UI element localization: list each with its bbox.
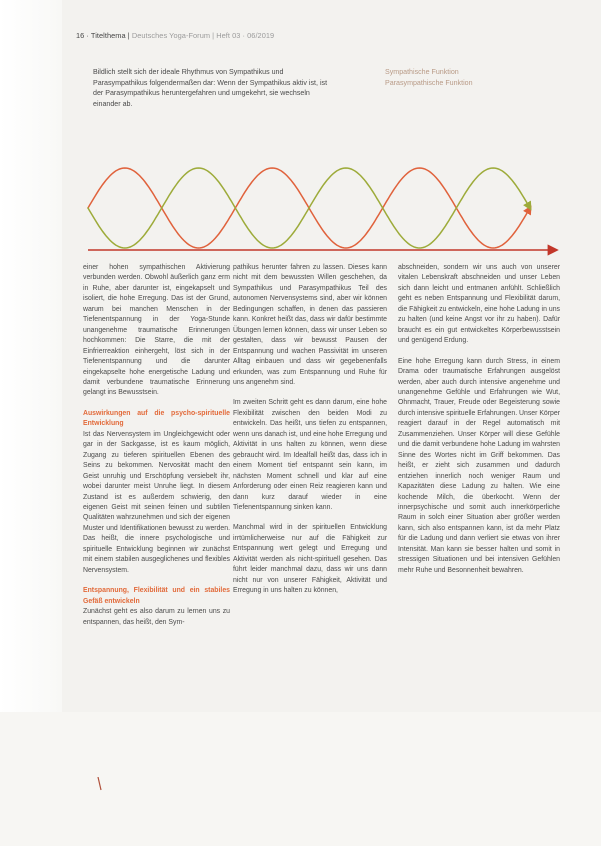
paragraph: einer hohen sympathischen Aktivierung verbunden werden. Obwohl äußerlich ganz erm in Ruhe, aber darunter ist, eingekapselt und isoliert, die hohe Erregung. Das ist der Grund, warum bei manchen Menschen in der Tiefenentspannung in der Yoga-Stunde unangenehme traumatische Erinnerungen hochkommen: Die Starre, die mit der Einfrierreaktion einhergeht, löst sich in der Tiefenentspannung und die darunter eingekapselte hohe energetische Ladung und damit verbundene traumatische Erinnerung gelangt ins Bewusstsein. <box>83 264 230 397</box>
magazine-issue-label: Deutsches Yoga-Forum | Heft 03 · 06/2019 <box>131 31 275 40</box>
paragraph: Ist das Nervensystem im Ungleichgewicht oder gar in der Sackgasse, ist es kaum möglich, Zugang zu tieferen spirituellen Ebenen des Seins zu bekommen. Nervosität macht den Geist unruhig und Erschöpfung versiebelt ihr, wobei darunter meist Unruhe liegt. In diesem Zustand ist es außerdem schwierig, den eigenen Geist mit seinen feinen und subtilen Qualitäten wahrzunehmen und sich der eigenen Muster und Identifikationen bewusst zu werden. Das heißt, die innere psychologische und spirituelle Entwicklung beginnen wir zunächst mit einem stabilen ausgeglichenes und flexibles Nervensystem. <box>83 430 230 574</box>
legend-sympathetic: Sympathische Funktion <box>385 68 459 76</box>
intro-text: Bildlich stellt sich der ideale Rhythmus von Sympathikus und Parasympathikus folgendermaßen dar: Wenn der Sympathikus aktiv ist, ist der Parasympathikus heruntergefahren und umgekehrt, sie wechseln einander ab. <box>93 68 328 108</box>
text-column-3 <box>398 263 560 576</box>
page-section-label: 16 · Titelthema | <box>76 31 130 40</box>
paragraph: Eine hohe Erregung kann durch Stress, in einem Drama oder traumatische Erfahrungen ausgelöst werden, aber auch durch intensive angenehme und unangenehme Gefühle und Erfahrungen wie Wut, Ohnmacht, Trauer, Freude oder Begeisterung sowie durch intensive spirituelle Erfahrungen. Unser Körper reagiert darauf in der Regel automatisch mit Zusammenziehen. Unser Körper will diese Gefühle und die damit verbundene hohe Ladung im wahrsten Sinne des Wortes nicht im Griff bekommen. Das heißt, er zieht sich zusammen und dadurch entziehen innerlich noch weniger Raum und Kapazitäten diese Ladung zu halten. Wie eine kochende Milch, die überkocht. Wenn der innerpsychische und somit auch innerkörperliche Raum in solch einer Situation aber größer werden kann, sich also entspannen kann, ist da mehr Platz für die Ladung und dann verliert sie etwas von ihrer Intensität. Man kann sie besser halten und somit in stressigen Situationen und bei intensiven Gefühlen mehr Ruhe und Besonnenheit bewahren. <box>398 357 561 574</box>
paragraph: Zunächst geht es also darum zu lernen uns zu entspannen, das heißt, den Sym- <box>83 608 230 626</box>
section-heading: Entspannung, Flexibilität und ein stabiles Gefäß entwickeln <box>83 587 230 605</box>
legend-parasympathetic: Parasympathische Funktion <box>385 78 473 87</box>
section-heading: Auswirkungen auf die psycho-spirituelle Entwicklung <box>83 409 230 428</box>
text-column-1 <box>83 263 230 628</box>
paragraph: abschneiden, sondern wir uns auch von unserer vitalen Lebenskraft abschneiden und unser Leben sich dann leicht und entmanen anfühlt. Schließlich geht es neben Entspannung und Flexibilität darum, die Fähigkeit zu entwickeln, eine hohe Ladung in uns zu halten (und keine Angst vor ihr zu haben). Dafür braucht es ein gut entwickeltes Körperbewusstsein und genügend Erdung. <box>398 264 560 345</box>
paragraph: Im zweiten Schritt geht es dann darum, eine hohe Flexibilität zwischen den beiden Modi zu entwickeln. Das heißt, uns tiefen zu entspannen, wenn uns danach ist, und eine hohe Erregung und Aktivität in uns halten zu können, wenn diese gebraucht wird. Im Idealfall heißt das, dass ich in einem Moment tief entspannt sein kann, im nächsten Moment schnell und klar auf eine Anforderung oder einen Reiz reagieren kann und dann kurz darauf wieder in eine Tiefenentspannung sinken kann. <box>233 399 388 511</box>
paragraph: Manchmal wird in der spirituellen Entwicklung irrtümlicherweise nur auf die Fähigkeit zur Entspannung wert gelegt und Erregung und Aktivität werden als nicht-spirituell gesehen. Das führt leider manchmal dazu, dass wir uns dann nicht nur von unserer Fähigkeit, Aktivität und Erregung in uns halten zu können, <box>233 524 387 595</box>
paragraph: pathikus herunter fahren zu lassen. Dieses kann nicht mit dem bewussten Willen geschehen, da Sympathikus und Parasympathikus Teil des autonomen Nervensystems sind, aber wir können Bedingungen schaffen, in denen das passieren kann. Konkret heißt das, dass wir dafür bestimmte Übungen lernen können, dass wir unser Leben so gestalten, dass wir bewusst Pausen der Entspannung und wachen Passivität im unseren Alltag einbauen und dass wir gegebenenfalls erkunden, was zum Entspannung und Ruhe für uns angenehm sind. <box>233 264 387 386</box>
text-column-2 <box>233 263 387 597</box>
series-line-parasympathetic <box>88 168 530 248</box>
pencil-mark <box>97 777 102 791</box>
